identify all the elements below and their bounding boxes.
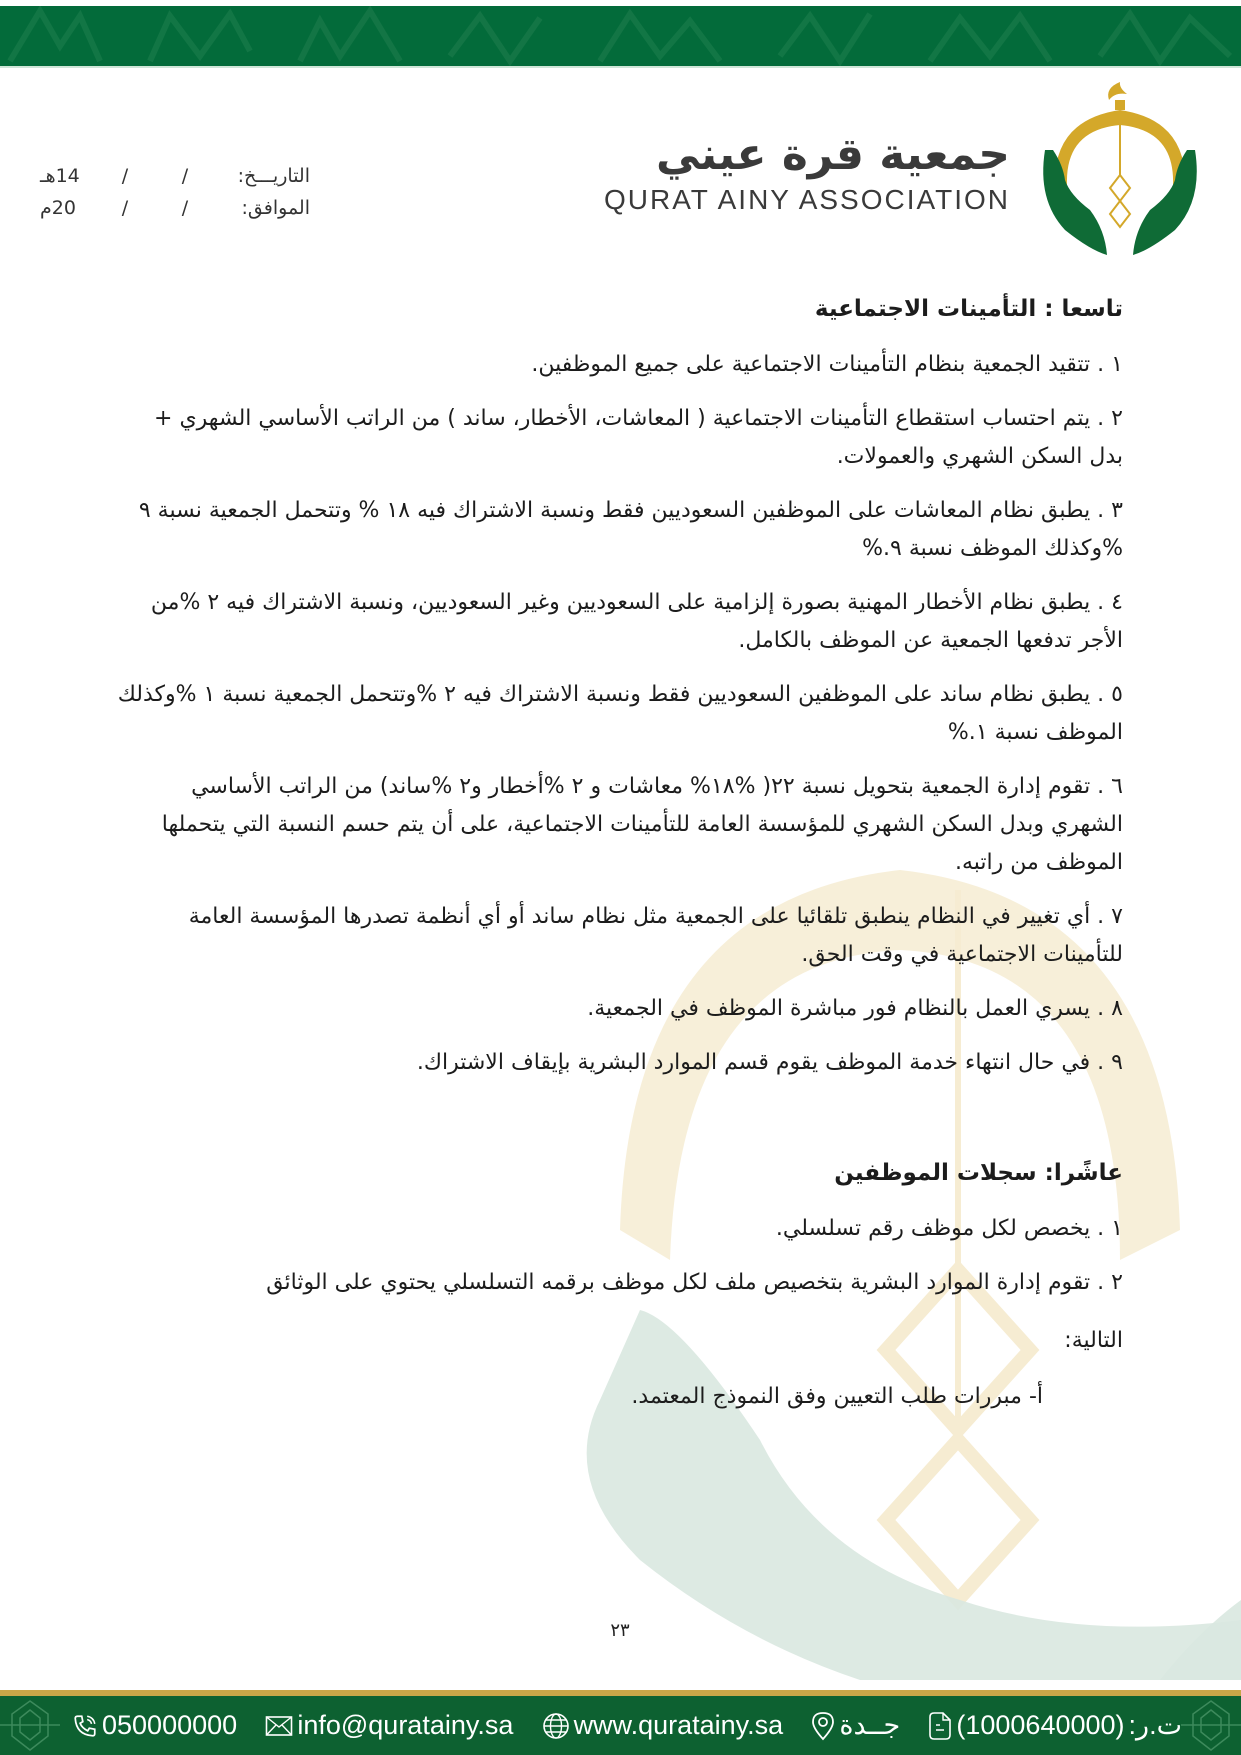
header-divider [0,66,1241,68]
footer-commercial-registration [928,1710,1182,1741]
list-item: ١ . تتقيد الجمعية بنظام التأمينات الاجتماعية على جميع الموظفين. [531,352,1123,377]
list-item: ٢ . يتم احتساب استقطاع التأمينات الاجتماعية ( المعاشات، الأخطار، ساند ) من الراتب الأساسي الشهري + بدل السكن الشهري والعمولات. [154,406,1123,469]
footer-location[interactable] [811,1710,900,1741]
list-item: ٣ . يطبق نظام المعاشات على الموظفين السعوديين فقط ونسبة الاشتراك فيه ١٨ % وتتحمل الجمعية نسبة ٩ %وكذلك الموظف نسبة ٩.% [138,498,1123,561]
date-slash: / [121,197,129,219]
header-band [0,6,1241,66]
phone-icon [72,1713,98,1739]
date-block [40,160,310,224]
list-item: ٦ . تقوم إدارة الجمعية بتحويل نسبة ٢٢( %١٨% معاشات و ٢ %أخطار و٢ %ساند) من الراتب الأساسي الشهري وبدل السكن الشهري للمؤسسة العامة للتأمينات الاجتماعية، على أن يتم حسم النسبة التي يتحملها الموظف من راتبه. [161,774,1123,875]
logo-icon [1035,80,1205,260]
footer-phone[interactable] [72,1710,237,1741]
envelope-icon [265,1715,293,1737]
page-number: ٢٣ [610,1620,630,1641]
document-body [115,290,1123,1416]
cr-number: (1000640000) [956,1710,1125,1740]
logo-english-name: QURAT AINY ASSOCIATION [603,184,1010,215]
list-item: ٥ . يطبق نظام ساند على الموظفين السعوديين فقط ونسبة الاشتراك فيه ٢ %وتتحمل الجمعية نسبة ١ %وكذلك الموظف نسبة ١.% [117,682,1123,745]
footer-pattern-right [1181,1696,1241,1755]
email-address: info@quratainy.sa [297,1710,514,1740]
footer-bar [0,1696,1241,1755]
phone-number: 050000000 [102,1710,238,1740]
header-pattern [0,6,1241,66]
footer-pattern-left [0,1696,60,1755]
hijri-date-row [40,160,310,192]
gregorian-date-row [40,192,310,224]
hijri-date-label: التاريـــخ: [237,165,310,187]
hijri-year-suffix: 14هـ [40,165,80,187]
list-item: ١ . يخصص لكل موظف رقم تسلسلي. [775,1216,1123,1241]
list-item: ٩ . في حال انتهاء خدمة الموظف يقوم قسم الموارد البشرية بإيقاف الاشتراك. [416,1050,1123,1075]
list-item: ٢ . تقوم إدارة الموارد البشرية بتخصيص ملف لكل موظف برقمه التسلسلي يحتوي على الوثائق [266,1270,1123,1295]
logo-arabic-name: جمعية قرة عيني [656,129,1010,180]
cr-label: ت.ر: [1128,1710,1182,1740]
list-item: ٤ . يطبق نظام الأخطار المهنية بصورة إلزامية على السعوديين وغير السعوديين، ونسبة الاشتراك فيه ٢ %من الأجر تدفعها الجمعية عن الموظف بالكامل. [150,590,1123,653]
location-pin-icon [811,1711,835,1741]
gregorian-year-suffix: 20م [40,197,76,219]
list-item: ٧ . أي تغيير في النظام ينطبق تلقائيا على الجمعية مثل نظام ساند أو أي أنظمة تصدرها المؤسسة العامة للتأمينات الاجتماعية في وقت الحق. [188,904,1123,967]
logo-wordmark [580,130,1010,218]
footer-website[interactable] [542,1710,784,1741]
list-item-continuation: التالية: [1064,1328,1123,1353]
section-title-employee-records: عاشًرا: سجلات الموظفين [834,1160,1123,1186]
document-icon [928,1711,952,1741]
date-slash: / [181,197,189,219]
website-url: www.quratainy.sa [573,1710,784,1740]
gregorian-date-label: الموافق: [241,197,310,219]
date-slash: / [121,165,129,187]
footer-email[interactable] [265,1710,513,1741]
globe-icon [542,1712,570,1740]
city-name: جــدة [839,1710,901,1740]
section-title-social-insurance: تاسعا : التأمينات الاجتماعية [814,296,1123,322]
list-item: ٨ . يسري العمل بالنظام فور مباشرة الموظف في الجمعية. [587,996,1123,1021]
date-slash: / [181,165,189,187]
sub-list-item: أ- مبررات طلب التعيين وفق النموذج المعتمد. [631,1384,1043,1409]
